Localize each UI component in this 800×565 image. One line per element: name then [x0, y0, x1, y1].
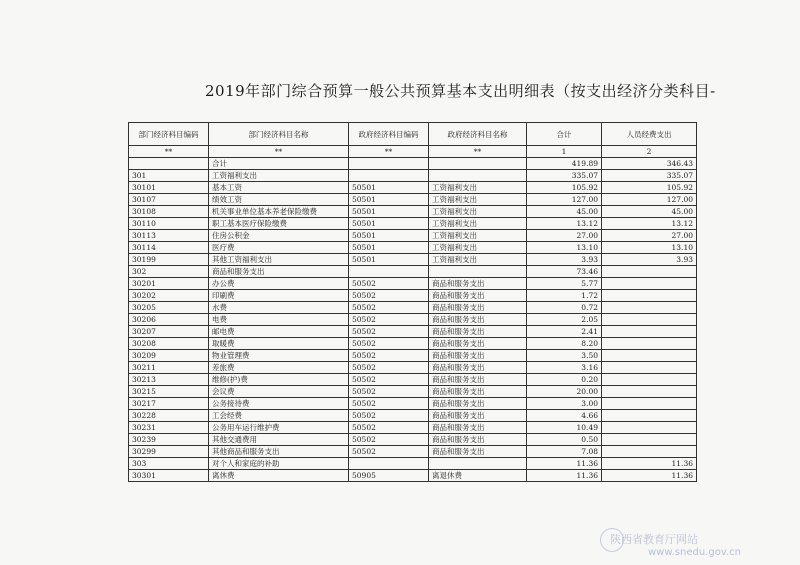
table-header-row — [129, 123, 697, 146]
cell-personnel: 346.43 — [602, 158, 697, 170]
cell-gov-code: 50502 — [349, 326, 429, 338]
cell-gov-name — [429, 158, 527, 170]
cell-dept-name: 商品和服务支出 — [209, 266, 349, 278]
cell-total: 45.00 — [527, 206, 602, 218]
cell-personnel: 3.93 — [602, 254, 697, 266]
cell-dept-code: 30239 — [129, 434, 209, 446]
cell-personnel — [602, 386, 697, 398]
header-personnel: 人员经费支出 — [602, 123, 697, 146]
cell-dept-code: 301 — [129, 170, 209, 182]
cell-personnel: 11.36 — [602, 458, 697, 470]
table-row — [129, 386, 697, 398]
cell-personnel — [602, 314, 697, 326]
cell-total: 2.41 — [527, 326, 602, 338]
cell-personnel — [602, 266, 697, 278]
cell-personnel — [602, 278, 697, 290]
cell-dept-code: 30213 — [129, 374, 209, 386]
cell-dept-code: 30208 — [129, 338, 209, 350]
cell-personnel — [602, 398, 697, 410]
cell-dept-name: 差旅费 — [209, 362, 349, 374]
cell-total: 13.10 — [527, 242, 602, 254]
cell-dept-code: 30228 — [129, 410, 209, 422]
cell-gov-code: 50501 — [349, 230, 429, 242]
cell-total: 8.20 — [527, 338, 602, 350]
cell-dept-name: 取暖费 — [209, 338, 349, 350]
cell-dept-code: 30299 — [129, 446, 209, 458]
cell-gov-name: 商品和服务支出 — [429, 350, 527, 362]
index-cell: ** — [349, 146, 429, 158]
cell-dept-name: 其他工资福利支出 — [209, 254, 349, 266]
cell-dept-name: 物业管理费 — [209, 350, 349, 362]
cell-dept-name: 工资福利支出 — [209, 170, 349, 182]
cell-gov-name — [429, 266, 527, 278]
cell-personnel — [602, 362, 697, 374]
cell-gov-name: 工资福利支出 — [429, 206, 527, 218]
cell-dept-code: 30211 — [129, 362, 209, 374]
cell-gov-name: 商品和服务支出 — [429, 362, 527, 374]
cell-total: 7.08 — [527, 446, 602, 458]
cell-personnel: 11.36 — [602, 470, 697, 482]
table-row — [129, 182, 697, 194]
cell-personnel: 13.10 — [602, 242, 697, 254]
cell-gov-code: 50501 — [349, 194, 429, 206]
cell-dept-name: 电费 — [209, 314, 349, 326]
cell-gov-code: 50502 — [349, 338, 429, 350]
cell-dept-name: 住房公积金 — [209, 230, 349, 242]
cell-gov-name: 工资福利支出 — [429, 182, 527, 194]
cell-gov-code: 50502 — [349, 422, 429, 434]
cell-personnel — [602, 422, 697, 434]
table-row — [129, 266, 697, 278]
table-row — [129, 374, 697, 386]
cell-personnel: 127.00 — [602, 194, 697, 206]
table-row — [129, 194, 697, 206]
cell-gov-name: 商品和服务支出 — [429, 278, 527, 290]
cell-total: 13.12 — [527, 218, 602, 230]
cell-total: 3.93 — [527, 254, 602, 266]
cell-dept-code: 30110 — [129, 218, 209, 230]
cell-total: 419.89 — [527, 158, 602, 170]
table-row — [129, 470, 697, 482]
cell-gov-code: 50905 — [349, 470, 429, 482]
table-row — [129, 278, 697, 290]
cell-dept-name: 公务接待费 — [209, 398, 349, 410]
cell-dept-name: 水费 — [209, 302, 349, 314]
cell-personnel — [602, 434, 697, 446]
cell-gov-name: 商品和服务支出 — [429, 386, 527, 398]
cell-gov-code — [349, 158, 429, 170]
table-row — [129, 362, 697, 374]
cell-gov-name: 商品和服务支出 — [429, 434, 527, 446]
cell-dept-code: 30101 — [129, 182, 209, 194]
index-row — [129, 146, 697, 158]
cell-personnel: 27.00 — [602, 230, 697, 242]
table-row — [129, 218, 697, 230]
cell-total: 20.00 — [527, 386, 602, 398]
cell-gov-name: 商品和服务支出 — [429, 446, 527, 458]
cell-dept-code: 30231 — [129, 422, 209, 434]
table-row — [129, 230, 697, 242]
cell-total: 3.00 — [527, 398, 602, 410]
cell-dept-code: 30206 — [129, 314, 209, 326]
cell-dept-code: 30114 — [129, 242, 209, 254]
table-row — [129, 242, 697, 254]
cell-gov-code — [349, 458, 429, 470]
cell-dept-code: 303 — [129, 458, 209, 470]
cell-gov-code — [349, 266, 429, 278]
cell-dept-name: 公务用车运行维护费 — [209, 422, 349, 434]
cell-gov-name: 工资福利支出 — [429, 218, 527, 230]
cell-gov-code: 50502 — [349, 374, 429, 386]
cell-gov-code — [349, 170, 429, 182]
cell-dept-name: 工会经费 — [209, 410, 349, 422]
cell-dept-code: 302 — [129, 266, 209, 278]
cell-gov-name: 工资福利支出 — [429, 254, 527, 266]
cell-gov-code: 50502 — [349, 398, 429, 410]
table-row — [129, 338, 697, 350]
cell-dept-code: 30113 — [129, 230, 209, 242]
cell-personnel — [602, 374, 697, 386]
table-row — [129, 206, 697, 218]
index-cell: 2 — [602, 146, 697, 158]
cell-gov-name: 商品和服务支出 — [429, 422, 527, 434]
cell-total: 0.20 — [527, 374, 602, 386]
header-dept-code: 部门经济科目编码 — [129, 123, 209, 146]
cell-dept-name: 基本工资 — [209, 182, 349, 194]
cell-dept-code: 30205 — [129, 302, 209, 314]
cell-gov-name: 工资福利支出 — [429, 194, 527, 206]
table-row — [129, 170, 697, 182]
index-cell: ** — [429, 146, 527, 158]
cell-gov-name: 工资福利支出 — [429, 242, 527, 254]
cell-personnel — [602, 446, 697, 458]
cell-personnel — [602, 338, 697, 350]
cell-gov-code: 50502 — [349, 314, 429, 326]
table-row — [129, 422, 697, 434]
cell-total: 27.00 — [527, 230, 602, 242]
cell-gov-name — [429, 458, 527, 470]
cell-gov-code: 50502 — [349, 434, 429, 446]
cell-gov-name: 商品和服务支出 — [429, 398, 527, 410]
cell-personnel — [602, 350, 697, 362]
cell-dept-code: 30108 — [129, 206, 209, 218]
cell-dept-name: 其他商品和服务支出 — [209, 446, 349, 458]
header-dept-name: 部门经济科目名称 — [209, 123, 349, 146]
cell-gov-code: 50502 — [349, 410, 429, 422]
header-gov-code: 政府经济科目编码 — [349, 123, 429, 146]
cell-gov-code: 50501 — [349, 242, 429, 254]
table-row — [129, 302, 697, 314]
cell-gov-code: 50502 — [349, 278, 429, 290]
cell-total: 335.07 — [527, 170, 602, 182]
cell-dept-code — [129, 158, 209, 170]
index-cell: 1 — [527, 146, 602, 158]
cell-dept-name: 机关事业单位基本养老保险缴费 — [209, 206, 349, 218]
cell-total: 73.46 — [527, 266, 602, 278]
table-row — [129, 458, 697, 470]
cell-gov-code: 50502 — [349, 386, 429, 398]
cell-gov-code: 50502 — [349, 302, 429, 314]
table-row — [129, 410, 697, 422]
watermark-site-name: 陕西省教育厅网站 — [610, 533, 698, 546]
cell-personnel — [602, 290, 697, 302]
cell-gov-code: 50501 — [349, 206, 429, 218]
cell-dept-name: 其他交通费用 — [209, 434, 349, 446]
cell-personnel: 45.00 — [602, 206, 697, 218]
cell-total: 4.66 — [527, 410, 602, 422]
cell-dept-code: 30201 — [129, 278, 209, 290]
table-row — [129, 290, 697, 302]
cell-personnel — [602, 302, 697, 314]
cell-gov-name: 商品和服务支出 — [429, 374, 527, 386]
cell-personnel: 335.07 — [602, 170, 697, 182]
cell-dept-name: 职工基本医疗保险缴费 — [209, 218, 349, 230]
cell-gov-name: 商品和服务支出 — [429, 290, 527, 302]
table-row — [129, 314, 697, 326]
cell-personnel — [602, 326, 697, 338]
cell-gov-code: 50501 — [349, 182, 429, 194]
cell-total: 2.05 — [527, 314, 602, 326]
cell-gov-code: 50501 — [349, 218, 429, 230]
header-total: 合计 — [527, 123, 602, 146]
cell-total: 0.72 — [527, 302, 602, 314]
cell-total: 11.36 — [527, 470, 602, 482]
cell-dept-name: 绩效工资 — [209, 194, 349, 206]
cell-dept-code: 30107 — [129, 194, 209, 206]
cell-dept-name: 对个人和家庭的补助 — [209, 458, 349, 470]
cell-gov-name: 工资福利支出 — [429, 230, 527, 242]
cell-total: 0.50 — [527, 434, 602, 446]
table-row — [129, 158, 697, 170]
cell-gov-name: 商品和服务支出 — [429, 326, 527, 338]
cell-dept-code: 30215 — [129, 386, 209, 398]
index-cell: ** — [209, 146, 349, 158]
cell-gov-code: 50502 — [349, 350, 429, 362]
cell-total: 3.16 — [527, 362, 602, 374]
cell-dept-code: 30202 — [129, 290, 209, 302]
budget-table — [128, 122, 697, 482]
cell-gov-name: 离退休费 — [429, 470, 527, 482]
cell-personnel — [602, 410, 697, 422]
cell-gov-name: 商品和服务支出 — [429, 410, 527, 422]
cell-gov-name: 商品和服务支出 — [429, 314, 527, 326]
cell-total: 5.77 — [527, 278, 602, 290]
table-row — [129, 254, 697, 266]
cell-total: 105.92 — [527, 182, 602, 194]
cell-gov-name: 商品和服务支出 — [429, 302, 527, 314]
cell-total: 10.49 — [527, 422, 602, 434]
cell-gov-code: 50501 — [349, 254, 429, 266]
watermark-site-url: www.snedu.gov.cn — [648, 547, 741, 558]
cell-dept-code: 30217 — [129, 398, 209, 410]
cell-dept-name: 维修(护)费 — [209, 374, 349, 386]
table-row — [129, 434, 697, 446]
cell-dept-code: 30209 — [129, 350, 209, 362]
cell-dept-code: 30199 — [129, 254, 209, 266]
cell-dept-name: 邮电费 — [209, 326, 349, 338]
cell-total: 1.72 — [527, 290, 602, 302]
cell-personnel: 105.92 — [602, 182, 697, 194]
cell-gov-name: 商品和服务支出 — [429, 338, 527, 350]
cell-total: 11.36 — [527, 458, 602, 470]
table-row — [129, 350, 697, 362]
cell-gov-code: 50502 — [349, 362, 429, 374]
table-row — [129, 398, 697, 410]
cell-dept-name: 印刷费 — [209, 290, 349, 302]
cell-dept-name: 合计 — [209, 158, 349, 170]
header-gov-name: 政府经济科目名称 — [429, 123, 527, 146]
cell-total: 3.50 — [527, 350, 602, 362]
cell-gov-name — [429, 170, 527, 182]
cell-dept-code: 30207 — [129, 326, 209, 338]
cell-dept-name: 办公费 — [209, 278, 349, 290]
cell-dept-name: 离休费 — [209, 470, 349, 482]
index-cell: ** — [129, 146, 209, 158]
table-row — [129, 446, 697, 458]
cell-gov-code: 50502 — [349, 290, 429, 302]
cell-total: 127.00 — [527, 194, 602, 206]
cell-dept-code: 30301 — [129, 470, 209, 482]
cell-personnel: 13.12 — [602, 218, 697, 230]
cell-dept-name: 医疗费 — [209, 242, 349, 254]
cell-dept-name: 会议费 — [209, 386, 349, 398]
cell-gov-code: 50502 — [349, 446, 429, 458]
page-title: 2019年部门综合预算一般公共预算基本支出明细表（按支出经济分类科目- — [205, 82, 716, 100]
table-row — [129, 326, 697, 338]
